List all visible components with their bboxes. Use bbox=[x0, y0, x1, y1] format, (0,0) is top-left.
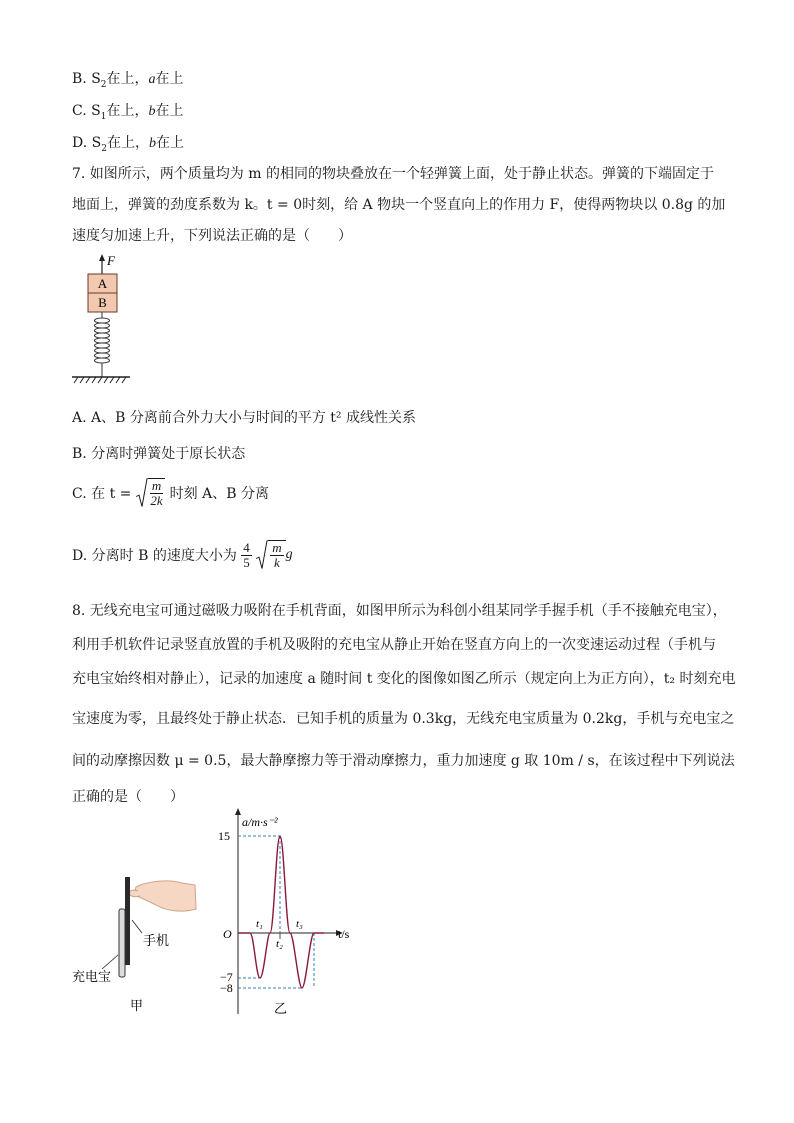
option-q6-D: D. $S_2$在上，b在上 bbox=[72, 135, 184, 154]
sqrt-expression: $\frac{m}{2k}$ bbox=[136, 478, 165, 508]
power-bank-label: 充电宝 bbox=[72, 970, 112, 985]
q8-stem-line2: 利用手机软件记录竖直放置的手机及吸附的充电宝从静止开始在竖直方向上的一次变速运动过程（手机与 bbox=[72, 637, 716, 653]
x-axis-label: t/s bbox=[338, 927, 350, 941]
q7-option-A: A. A、B 分离前合外力大小与时间的平方 t² 成线性关系 bbox=[72, 410, 416, 426]
y-tick-15: 15 bbox=[218, 829, 230, 843]
q8-stem-line4: 宝速度为零，且最终处于静止状态．已知手机的质量为 0.3kg，无线充电宝质量为 0.2kg，手机与充电宝之 bbox=[72, 711, 735, 727]
sqrt-expression: $\frac{m}{k}$ bbox=[256, 540, 285, 570]
q8-stem-line6: 正确的是（ ） bbox=[72, 789, 184, 805]
t3-label: t₃ bbox=[296, 918, 303, 930]
force-label: F bbox=[107, 253, 115, 268]
origin-label: O bbox=[223, 927, 232, 941]
power-bank-icon bbox=[119, 909, 125, 977]
hand-icon bbox=[134, 881, 196, 911]
y-axis-label: a/m·s⁻² bbox=[242, 815, 278, 829]
block-A-label: A bbox=[97, 276, 108, 291]
q7-spring-figure bbox=[68, 252, 138, 388]
q8-figure-yi-chart bbox=[214, 808, 374, 1020]
phone-label: 手机 bbox=[143, 934, 170, 949]
figure-caption-yi: 乙 bbox=[274, 1002, 288, 1017]
q7-stem-line3: 速度匀加速上升，下列说法正确的是（ ） bbox=[72, 228, 352, 244]
q8-stem-line1: 8. 无线充电宝可通过磁吸力吸附在手机背面，如图甲所示为科创小组某同学手握手机（手不接触充电宝）， bbox=[72, 603, 727, 619]
q7-option-C: C. 在 t = $\frac{m}{2k}$ 时刻 A、B 分离 bbox=[72, 478, 269, 508]
q7-option-D: D. 分离时 B 的速度大小为 $\frac{4}{5}$ $\frac{m}{k}$ g bbox=[72, 539, 293, 570]
q8-figure-jia bbox=[70, 865, 200, 1015]
block-B-label: B bbox=[98, 295, 107, 310]
t1-label: t₁ bbox=[256, 918, 263, 930]
q7-stem-line2: 地面上，弹簧的劲度系数为 k。t = 0时刻，给 A 物块一个竖直向上的作用力 F，使得两物块以 0.8g 的加 bbox=[72, 197, 726, 213]
acceleration-curve bbox=[238, 836, 324, 988]
ground-hatch bbox=[74, 377, 126, 383]
q7-stem-line1: 7. 如图所示，两个质量均为 m 的相同的物块叠放在一个轻弹簧上面，处于静止状态。弹簧的下端固定于 bbox=[72, 166, 714, 182]
q7-option-B: B. 分离时弹簧处于原长状态 bbox=[72, 446, 246, 462]
figure-caption-jia: 甲 bbox=[130, 999, 144, 1014]
t2-label: t₂ bbox=[276, 938, 283, 950]
q8-stem-line3: 充电宝始终相对静止），记录的加速度 a 随时间 t 变化的图像如图乙所示（规定向上为正方向），t₂ 时刻充电 bbox=[72, 671, 736, 687]
spring bbox=[95, 312, 110, 377]
q8-stem-line5: 间的动摩擦因数 μ = 0.5，最大静摩擦力等于滑动摩擦力，重力加速度 g 取 10m / s，在该过程中下列说法 bbox=[72, 753, 735, 769]
phone-icon bbox=[125, 877, 130, 965]
force-arrow-head bbox=[99, 254, 105, 261]
y-tick-m7: −7 bbox=[220, 970, 233, 984]
option-q6-C: C. $S_1$在上，b在上 bbox=[72, 103, 184, 122]
y-tick-m8: −8 bbox=[220, 981, 233, 995]
option-q6-B: B. $S_2$在上，a在上 bbox=[72, 71, 184, 90]
